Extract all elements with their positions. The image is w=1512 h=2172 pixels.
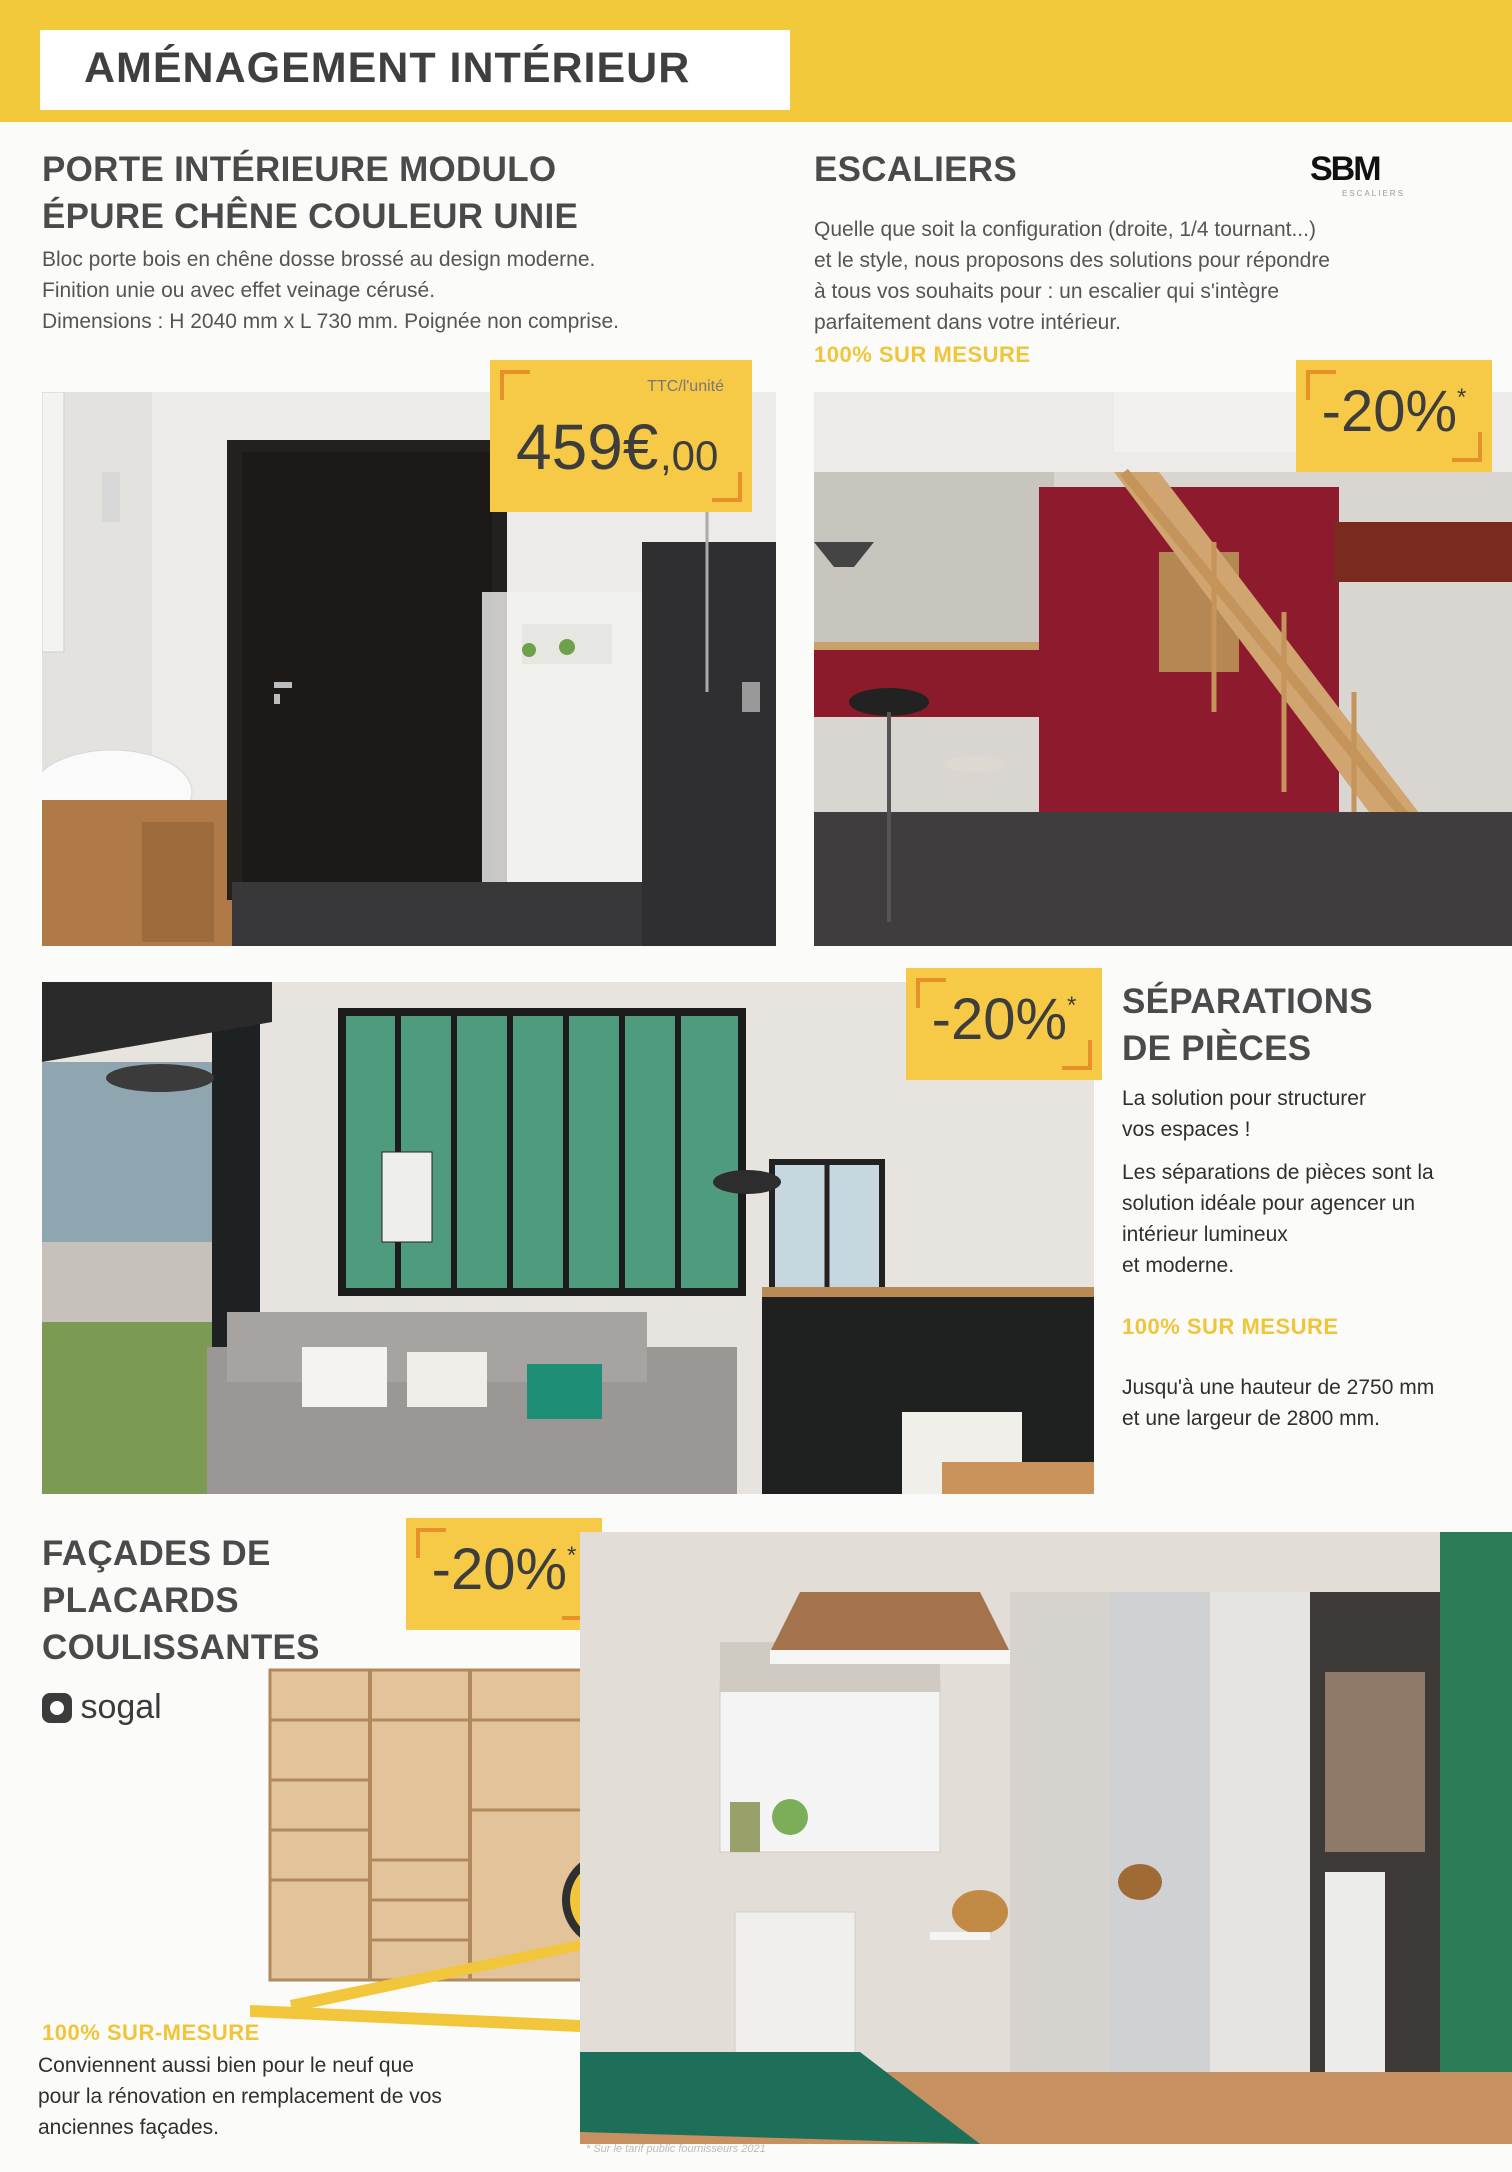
- closets-discount-badge: -20%*: [406, 1518, 602, 1630]
- separations-intro: La solution pour structurer vos espaces !: [1122, 1087, 1366, 1141]
- separations-discount-badge: -20%*: [906, 968, 1102, 1080]
- sogal-mark-icon: [42, 1693, 72, 1723]
- stairs-accent: 100% SUR MESURE: [814, 342, 1031, 367]
- bedroom-wardrobe-illustration: [580, 1532, 1512, 2144]
- bedroom-photo: [580, 1532, 1512, 2144]
- separations-description: Les séparations de pièces sont la solution idéale pour agencer un intérieur lumineux et moderne.: [1122, 1161, 1434, 1277]
- door-title: PORTE INTÉRIEURE MODULO ÉPURE CHÊNE COULEUR UNIE: [42, 150, 579, 236]
- separations-title: SÉPARATIONS DE PIÈCES: [1122, 982, 1373, 1068]
- separations-discount: -20%: [931, 987, 1068, 1052]
- sogal-logo: sogal: [42, 1688, 162, 1727]
- footnote: * Sur le tarif public fournisseurs 2021: [586, 2143, 766, 2155]
- price-main: 459€: [516, 411, 659, 483]
- stairs-photo: [814, 392, 1512, 946]
- closets-title: FAÇADES DE PLACARDS COULISSANTES: [42, 1534, 320, 1667]
- sbm-logo: SBM ESCALIERS: [1310, 150, 1405, 198]
- stairs-description: Quelle que soit la configuration (droite, 1/4 tournant...) et le style, nous proposons des solutions pour répondre à tous vos souhaits pour : un escalier qui s'intègre parfaitement dans votre intérieur.: [814, 218, 1330, 334]
- closets-discount: -20%: [431, 1537, 568, 1602]
- price-cents: ,00: [660, 432, 719, 479]
- price-badge: [490, 360, 752, 512]
- closets-description: Conviennent aussi bien pour le neuf que pour la rénovation en remplacement de vos anciennes façades.: [38, 2054, 442, 2139]
- closets-accent: 100% SUR-MESURE: [42, 2020, 260, 2045]
- page-title: AMÉNAGEMENT INTÉRIEUR: [84, 44, 691, 92]
- stairs-discount-badge: -20%*: [1296, 360, 1492, 472]
- stairs-title: ESCALIERS: [814, 150, 1018, 189]
- stairs-discount: -20%: [1321, 379, 1458, 444]
- door-description: Bloc porte bois en chêne dosse brossé au design moderne. Finition unie ou avec effet veinage cérusé. Dimensions : H 2040 mm x L 730 mm. Poignée non comprise.: [42, 248, 619, 333]
- separations-accent: 100% SUR MESURE: [1122, 1314, 1339, 1339]
- price-unit-label: TTC/l'unité: [647, 378, 724, 395]
- separations-dimensions: Jusqu'à une hauteur de 2750 mm et une largeur de 2800 mm.: [1122, 1376, 1435, 1430]
- kitchen-staircase-illustration: [814, 392, 1512, 946]
